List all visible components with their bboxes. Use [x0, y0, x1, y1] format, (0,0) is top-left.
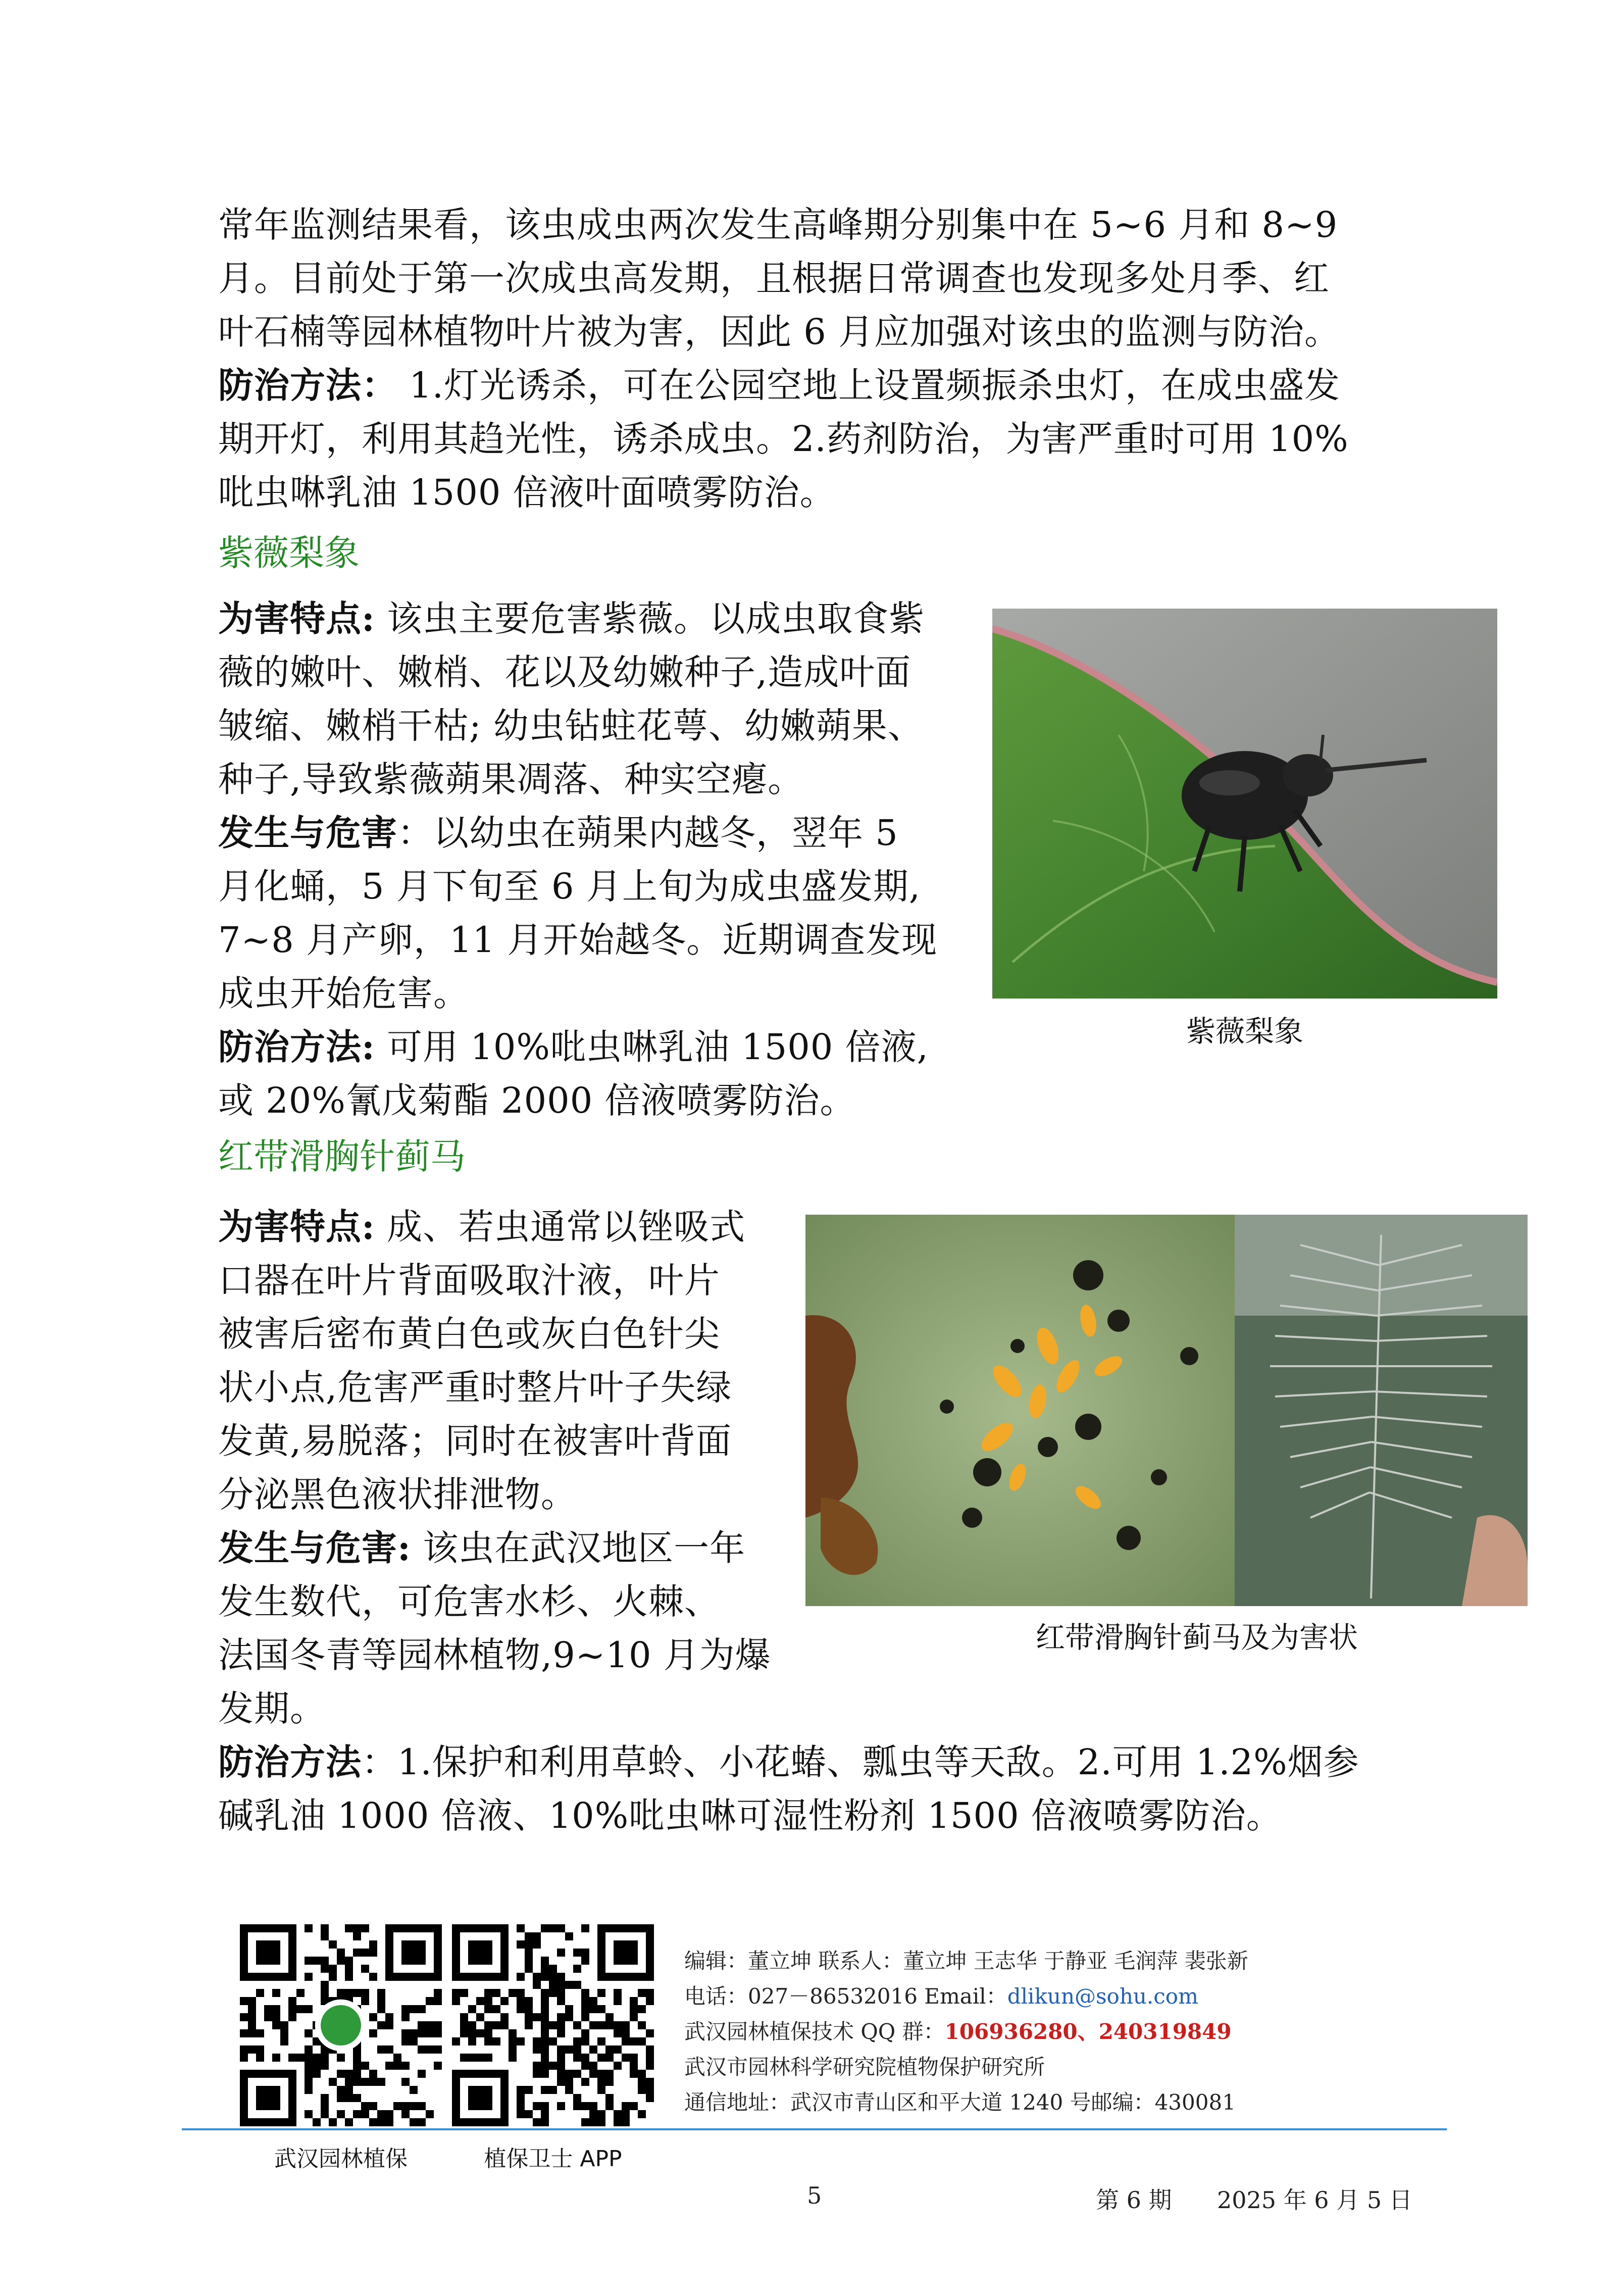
pear-weevil-caption: 紫薇梨象	[1186, 1014, 1303, 1049]
damage-text: 成、若虫通常以锉吸式	[375, 1206, 746, 1247]
intro-control	[218, 359, 1420, 412]
damage-line: 薇的嫩叶、嫩梢、花以及幼嫩种子,造成叶面	[218, 652, 911, 693]
section-title-thrips: 红带滑胸针蓟马	[218, 1136, 466, 1177]
thrips-illustration	[805, 1215, 1528, 1606]
section-title-pear-weevil: 紫薇梨象	[218, 532, 360, 574]
damage-line: 分泌黑色液状排泄物。	[218, 1474, 577, 1515]
damage-label: 为害特点:	[218, 1206, 375, 1247]
issue-number: 第 6 期	[1096, 2186, 1172, 2214]
occurrence-line: 发生数代，可危害水杉、火棘、	[218, 1581, 720, 1622]
page-number: 5	[807, 2182, 822, 2209]
occurrence-line: 法国冬青等园林植物,9~10 月为爆	[218, 1634, 771, 1676]
intro-control-line: 吡虫啉乳油 1500 倍液叶面喷雾防治。	[218, 472, 836, 513]
thrips-photo	[805, 1215, 1528, 1606]
section1-body	[218, 592, 976, 1127]
footer-contact	[684, 1943, 1502, 2120]
qq-label: 武汉园林植保技术 QQ 群：	[684, 2019, 945, 2044]
qr2-label: 植保卫士 APP	[484, 2146, 622, 2172]
qq-numbers: 106936280、240319849	[944, 2019, 1232, 2044]
occurrence-line: 成虫开始危害。	[218, 973, 469, 1014]
occurrence-text: 该虫在武汉地区一年	[411, 1527, 746, 1569]
damage-line: 状小点,危害严重时整片叶子失绿	[218, 1367, 732, 1408]
issue-date: 2025 年 6 月 5 日	[1217, 2186, 1412, 2214]
section2-body	[218, 1200, 799, 1735]
weevil-illustration	[992, 609, 1497, 999]
control-label: 防治方法：	[218, 364, 397, 406]
occurrence-line: 月化蛹，5 月下旬至 6 月上旬为成虫盛发期,	[218, 866, 921, 907]
control-line	[218, 1735, 1430, 1789]
occurrence-text: ：以幼虫在蒴果内越冬，翌年 5	[397, 812, 898, 854]
email-link[interactable]: dlikun@sohu.com	[1007, 1984, 1198, 2009]
qr1-label: 武汉园林植保	[274, 2146, 408, 2172]
damage-line: 皱缩、嫩梢干枯; 幼虫钻蛀花萼、幼嫩蒴果、	[218, 705, 924, 746]
occurrence-label: 发生与危害:	[218, 1527, 411, 1569]
control-line	[218, 1020, 976, 1074]
damage-line: 口器在叶片背面吸取汁液，叶片	[218, 1260, 720, 1301]
occurrence-line: 发期。	[218, 1688, 326, 1729]
damage-line: 发黄,易脱落；同时在被害叶背面	[218, 1420, 732, 1462]
control-line: 碱乳油 1000 倍液、10%吡虫啉可湿性粉剂 1500 倍液喷雾防治。	[218, 1795, 1282, 1836]
pear-weevil-photo	[992, 609, 1497, 999]
intro-paragraph	[218, 198, 1420, 519]
qr-code-plant-guard-app[interactable]	[452, 1924, 654, 2126]
damage-line	[218, 592, 976, 645]
qr-code-wuhan-plant-protection[interactable]	[240, 1924, 442, 2126]
intro-line: 常年监测结果看，该虫成虫两次发生高峰期分别集中在 5~6 月和 8~9	[218, 204, 1338, 245]
thrips-caption: 红带滑胸针蓟马及为害状	[1035, 1620, 1358, 1655]
institute-line: 武汉市园林科学研究院植物保护研究所	[684, 2055, 1045, 2079]
damage-text: 该虫主要危害紫薇。以成虫取食紫	[375, 598, 925, 639]
control-line: 或 20%氰戊菊酯 2000 倍液喷雾防治。	[218, 1080, 856, 1121]
damage-label: 为害特点:	[218, 597, 375, 639]
footer-divider	[182, 2128, 1447, 2130]
control-text: 1.灯光诱杀，可在公园空地上设置频振杀虫灯，在成虫盛发	[397, 365, 1341, 406]
damage-line	[218, 1200, 799, 1254]
phone-text: 电话：027－86532016 Email：	[684, 1984, 1007, 2009]
phone-line	[684, 1979, 1502, 2014]
editor-line: 编辑：董立坤 联系人：董立坤 王志华 于静亚 毛润萍 裴张新	[684, 1949, 1248, 1973]
control-label: 防治方法	[218, 1741, 362, 1783]
occurrence-line	[218, 806, 976, 860]
control-text: 可用 10%吡虫啉乳油 1500 倍液,	[375, 1026, 929, 1068]
intro-line: 月。目前处于第一次成虫高发期，且根据日常调查也发现多处月季、红	[218, 258, 1330, 299]
qr-code-icon	[240, 1924, 442, 2126]
control-label: 防治方法:	[218, 1026, 375, 1068]
intro-line: 叶石楠等园林植物叶片被为害，因此 6 月应加强对该虫的监测与防治。	[218, 311, 1341, 353]
occurrence-label: 发生与危害	[218, 812, 397, 854]
damage-line: 种子,导致紫薇蒴果凋落、种实空瘪。	[218, 759, 804, 800]
qq-line	[684, 2014, 1502, 2050]
control-text: ：1.保护和利用草蛉、小花蝽、瓢虫等天敌。2.可用 1.2%烟参	[362, 1741, 1359, 1783]
intro-control-line: 期开灯，利用其趋光性，诱杀成虫。2.药剂防治，为害严重时可用 10%	[218, 418, 1349, 460]
address-line: 通信地址：武汉市青山区和平大道 1240 号邮编：430081	[684, 2090, 1236, 2115]
damage-line: 被害后密布黄白色或灰白色针尖	[218, 1313, 720, 1355]
occurrence-line: 7~8 月产卵，11 月开始越冬。近期调查发现	[218, 919, 938, 961]
occurrence-line	[218, 1521, 799, 1575]
section2-control	[218, 1735, 1430, 1842]
qr-code-icon	[452, 1924, 654, 2126]
